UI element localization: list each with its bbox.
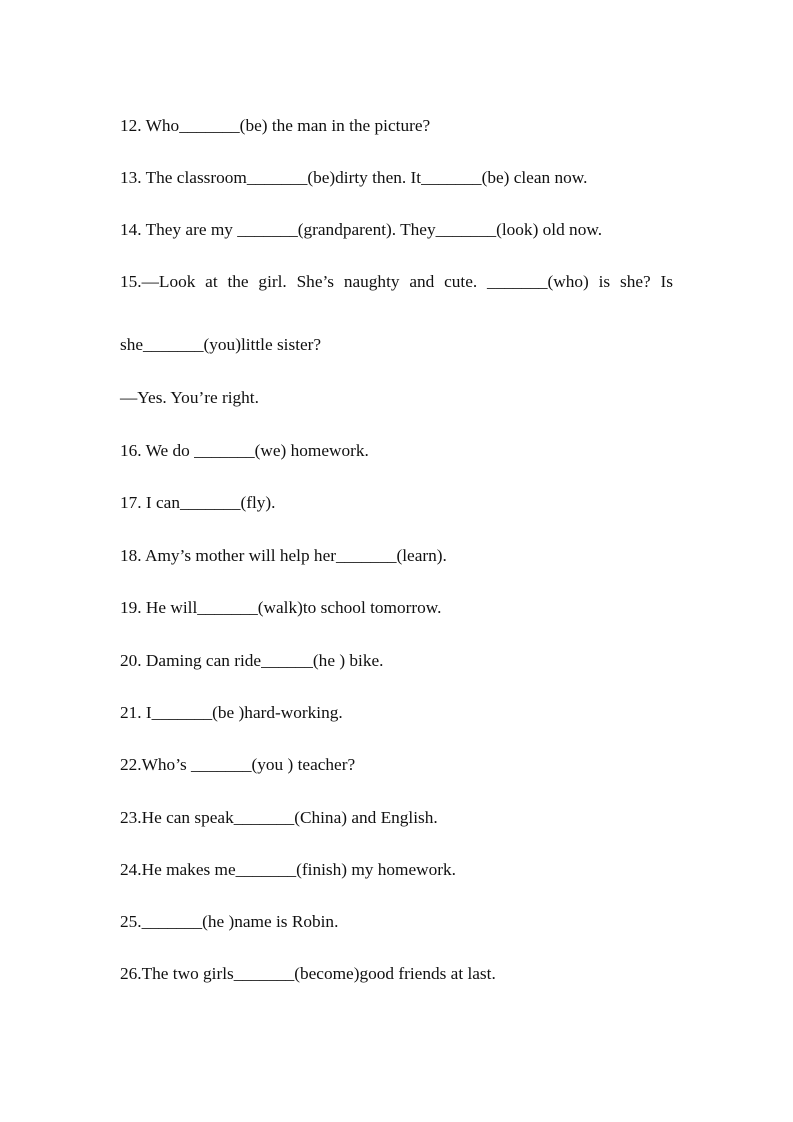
question-13: 13. The classroom_______(be)dirty then. It_______(be) clean now. xyxy=(120,168,588,187)
question-15: 15.—Look at the girl. She’s naughty and cute. _______(who) is she? Is xyxy=(120,272,673,291)
question-25: 25._______(he )name is Robin. xyxy=(120,912,339,931)
question-17: 17. I can_______(fly). xyxy=(120,493,276,512)
question-15-answer: —Yes. You’re right. xyxy=(120,388,259,407)
question-19: 19. He will_______(walk)to school tomorrow. xyxy=(120,598,442,617)
question-20: 20. Daming can ride______(he ) bike. xyxy=(120,651,384,670)
question-21: 21. I_______(be )hard-working. xyxy=(120,703,343,722)
question-22: 22.Who’s _______(you ) teacher? xyxy=(120,755,356,774)
question-14: 14. They are my _______(grandparent). They_______(look) old now. xyxy=(120,220,603,239)
question-16: 16. We do _______(we) homework. xyxy=(120,441,369,460)
question-26: 26.The two girls_______(become)good friends at last. xyxy=(120,964,496,983)
question-15-continuation: she_______(you)little sister? xyxy=(120,335,322,354)
question-18: 18. Amy’s mother will help her_______(learn). xyxy=(120,546,447,565)
question-24: 24.He makes me_______(finish) my homework. xyxy=(120,860,456,879)
question-12: 12. Who_______(be) the man in the picture? xyxy=(120,116,431,135)
question-23: 23.He can speak_______(China) and English. xyxy=(120,808,438,827)
